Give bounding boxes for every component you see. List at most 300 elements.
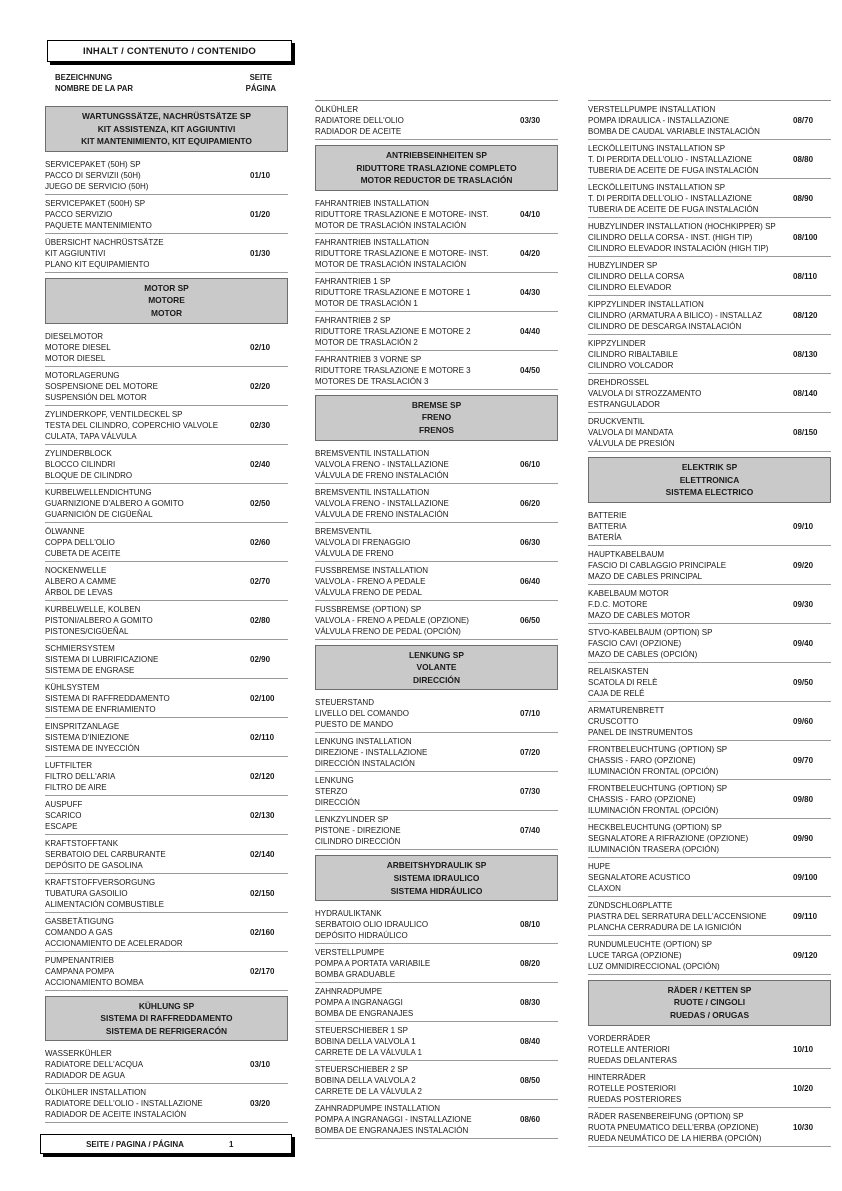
entry-line: DIESELMOTOR [45,331,104,341]
toc-entry [315,733,558,772]
entry-line: ROTELLE ANTERIORI 10/10 [588,1044,814,1054]
entry-line: MOTOR DE TRASLACIÓN INSTALACIÓN [315,259,467,269]
entry-line: BATTERIE [588,510,627,520]
entry-line: SISTEMA DE ENGRASE [45,665,135,675]
entry-line: CILINDRO ELEVADOR [588,283,672,292]
page-number: 02/90 [250,654,271,664]
toc-entry [45,234,288,273]
entry-line: SEGNALATORE ACUSTICO 09/100 [588,872,818,882]
entry-line: POMPA A INGRANAGGI 08/30 [315,998,541,1008]
entry-line: RIDUTTORE TRASLAZIONE E MOTORE- INST. 04/10 [315,209,541,219]
entry-line: FASCIO CAVI (OPZIONE) 09/40 [588,638,814,648]
entry-line: ZYLINDERKOPF, VENTILDECKEL SP [45,409,183,419]
section-header [315,645,558,691]
toc-entry [315,523,558,562]
toc-entry [45,195,288,234]
entry-line: RIDUTTORE TRASLAZIONE E MOTORE 3 04/50 [315,365,541,375]
page-number: 07/10 [520,709,541,719]
entry-line: STEUERSCHIEBER 2 SP [315,1065,408,1075]
toc-entry [588,1069,831,1108]
toc-entry [45,562,288,601]
toc-entry [315,983,558,1022]
entry-line: PISTONES/CIGÜEÑAL [45,626,129,636]
entry-line: BOBINA DELLA VALVOLA 1 08/40 [315,1037,541,1047]
entry-line: PIASTRA DEL SERRATURA DELL'ACCENSIONE 09/110 [588,911,818,921]
section-header-line: KIT ASSISTENZA, KIT AGGIUNTIVI [97,123,236,134]
entry-line: F.D.C. MOTORE 09/30 [588,599,814,609]
section-header-line: SISTEMA DI RAFFREDDAMENTO [100,1013,233,1024]
toc-entry [588,663,831,702]
entry-line: CULATA, TAPA VÁLVULA [45,431,137,441]
entry-line: BREMSVENTIL INSTALLATION [315,448,430,458]
entry-line: VÁLVULA FRENO DE PEDAL (OPCIÓN) [315,626,461,636]
entry-line: RIDUTTORE TRASLAZIONE E MOTORE- INST. 04/20 [315,248,541,258]
toc-entry [45,1045,288,1084]
toc-entry [588,179,831,218]
page-number: 09/100 [793,872,818,882]
page-number: 09/60 [793,716,814,726]
entry-line: CUBETA DE ACEITE [45,548,121,558]
entry-line: BATTERIA 09/10 [588,521,814,531]
page-number: 02/150 [250,888,275,898]
section-header-line: FRENOS [419,424,454,435]
entry-line: VALVOLA - FRENO A PEDALE 06/40 [315,576,541,586]
entry-line: FAHRANTRIEB 3 VORNE SP [315,354,422,364]
entry-line: BOMBA DE ENGRANAJES [315,1009,414,1019]
entry-line: ESTRANGULADOR [588,400,661,409]
toc-entry [588,936,831,975]
entry-line: MOTOR DE TRASLACIÓN 1 [315,298,418,308]
entry-line: POMPA A INGRANAGGI - INSTALLAZIONE 08/60 [315,1115,541,1125]
entry-line: KIPPZYLINDER [588,339,646,348]
entry-line: LECKÖLLEITUNG INSTALLATION SP [588,144,726,153]
page-number: 07/30 [520,787,541,797]
toc-entry [588,585,831,624]
page-number: 01/30 [250,248,271,258]
toc-entry [315,562,558,601]
entry-line: VALVOLA DI MANDATA 08/150 [588,428,818,437]
entry-line: TUBERIA DE ACEITE DE FUGA INSTALACIÓN [588,205,759,214]
page-number: 02/50 [250,498,271,508]
page-number: 04/30 [520,287,541,297]
entry-line: POMPA IDRAULICA - INSTALLAZIONE 08/70 [588,116,814,125]
toc-entry [45,601,288,640]
page-number: 08/80 [793,155,814,164]
page-number: 10/20 [793,1083,814,1093]
entry-line: ZAHNRADPUMPE INSTALLATION [315,1104,441,1114]
footer-page-number: 1 [229,1139,234,1149]
toc-entry [45,328,288,367]
page-number: 02/140 [250,849,275,859]
entry-line: VORDERRÄDER [588,1033,651,1043]
toc-entry [315,273,558,312]
entry-line: VÁLVULA DE FRENO INSTALACIÓN [315,470,449,480]
entry-line: HYDRAULIKTANK [315,909,382,919]
section-header-line: ELEKTRIK SP [681,462,738,472]
section-header-line: SISTEMA HIDRÁULICO [390,885,483,896]
entry-line: LENKUNG [315,776,354,786]
page-number: 02/20 [250,381,271,391]
column-header [55,72,288,94]
entry-line: RÄDER RASENBEREIFUNG (OPTION) SP [588,1111,744,1121]
entry-line: MAZO DE CABLES MOTOR [588,610,691,620]
page-number: 02/10 [250,342,271,352]
toc-entry [45,406,288,445]
footer-page-indicator [40,1134,292,1154]
entry-line: VALVOLA FRENO - INSTALLAZIONE 06/20 [315,498,541,508]
entry-line: ARMATURENBRETT [588,705,665,715]
section-header-line: RUOTE / CINGOLI [673,997,746,1008]
entry-line: ÖLKÜHLER [315,105,359,114]
entry-line: ÁRBOL DE LEVAS [45,587,113,597]
entry-line: VALVOLA FRENO - INSTALLAZIONE 06/10 [315,459,541,469]
page-number: 09/110 [793,911,818,921]
page-number: 06/30 [520,537,541,547]
entry-line: LENKUNG INSTALLATION [315,737,412,747]
entry-line: KIT AGGIUNTIVI 01/30 [45,248,271,258]
entry-line: ZÜNDSCHLOßPLATTE [588,900,673,910]
section-header-line: DIRECCIÓN [413,674,460,685]
section-header [588,980,831,1026]
entry-line: KRAFTSTOFFTANK [45,838,119,848]
toc-entry [588,897,831,936]
page-number: 02/120 [250,771,275,781]
section-header-line: SISTEMA DE REFRIGERACÓN [105,1025,228,1036]
section-header-line: RÄDER / KETTEN SP [667,984,752,995]
toc-column-right [588,100,831,1147]
entry-line: BREMSVENTIL INSTALLATION [315,487,430,497]
entry-line: RUOTA PNEUMATICO DELL'ERBA (OPZIONE) 10/30 [588,1122,814,1132]
toc-entry [315,312,558,351]
page-number: 08/50 [520,1076,541,1086]
entry-line: VALVOLA DI FRENAGGIO 06/30 [315,537,541,547]
section-header-line: SISTEMA IDRAULICO [393,872,480,883]
page-number: 02/100 [250,693,275,703]
entry-line: ÖLKÜHLER INSTALLATION [45,1088,147,1098]
section-header-line: SISTEMA ELECTRICO [665,487,754,498]
entry-line: EINSPRITZANLAGE [45,721,120,731]
entry-line: FAHRANTRIEB 1 SP [315,276,391,286]
entry-line: BLOCCO CILINDRI 02/40 [45,459,271,469]
page-number: 10/10 [793,1044,814,1054]
entry-line: MAZO DE CABLES (OPCIÓN) [588,649,698,659]
toc-entry [45,367,288,406]
page-number: 09/120 [793,950,818,960]
page-number: 09/10 [793,521,814,531]
section-header [45,106,288,152]
toc-entry [315,1061,558,1100]
entry-line: CARRETE DE LA VÁLVULA 2 [315,1087,423,1097]
toc-entry [45,952,288,991]
page-number: 08/130 [793,350,818,359]
entry-line: FAHRANTRIEB INSTALLATION [315,237,429,247]
page-number: 09/30 [793,599,814,609]
toc-entry [588,780,831,819]
entry-line: CILINDRO DELLA CORSA - INST. (HIGH TIP) 08/100 [588,233,818,242]
section-header [315,395,558,441]
toc-entry [588,546,831,585]
toc-entry [45,640,288,679]
section-header [588,457,831,503]
toc-entry [45,874,288,913]
toc-entry [588,101,831,140]
entry-line: PACCO SERVIZIO 01/20 [45,209,271,219]
entry-line: HAUPTKABELBAUM [588,549,665,559]
page-title [47,40,292,62]
entry-line: SCHMIERSYSTEM [45,643,115,653]
entry-line: FAHRANTRIEB INSTALLATION [315,198,429,208]
entry-line: SERBATOIO DEL CARBURANTE 02/140 [45,849,275,859]
page-title-text: INHALT / CONTENUTO / CONTENIDO [83,45,256,57]
section-header-line: ARBEITSHYDRAULIK SP [386,860,487,871]
page-number: 04/40 [520,326,541,336]
entry-line: LECKÖLLEITUNG INSTALLATION SP [588,183,726,192]
entry-line: GASBETÄTIGUNG [45,916,114,926]
page-number: 09/70 [793,755,814,765]
entry-line: PUMPENANTRIEB [45,955,114,965]
toc-entry [588,624,831,663]
entry-line: PLANCHA CERRADURA DE LA IGNICIÓN [588,922,742,932]
toc-entry [45,757,288,796]
toc-entry [45,523,288,562]
entry-line: RUEDA NEUMÁTICO DE LA HIERBA (OPCIÓN) [588,1133,762,1143]
entry-line: TESTA DEL CILINDRO, COPERCHIO VALVOLE 02/30 [45,420,271,430]
toc-entry [315,234,558,273]
toc-entry [315,195,558,234]
entry-line: HUBZYLINDER SP [588,261,658,270]
entry-line: HINTERRÄDER [588,1072,646,1082]
page-number: 08/110 [793,272,818,281]
entry-line: MOTOR DE TRASLACIÓN 2 [315,337,418,347]
entry-line: LUZ OMNIDIRECCIONAL (OPCIÓN) [588,961,720,971]
entry-line: VERSTELLPUMPE [315,948,385,958]
entry-line: BOMBA GRADUABLE [315,970,396,980]
page-number: 01/20 [250,209,271,219]
entry-line: MOTORLAGERUNG [45,370,120,380]
toc-entry [588,374,831,413]
entry-line: CRUSCOTTO 09/60 [588,716,814,726]
entry-line: FASCIO DI CABLAGGIO PRINCIPALE 09/20 [588,560,814,570]
entry-line: KURBELWELLE, KOLBEN [45,604,141,614]
entry-line: STEUERSCHIEBER 1 SP [315,1026,408,1036]
entry-line: DIRECCIÓN INSTALACIÓN [315,759,415,769]
entry-line: ÖLWANNE [45,526,85,536]
entry-line: KABELBAUM MOTOR [588,588,669,598]
entry-line: BOBINA DELLA VALVOLA 2 08/50 [315,1076,541,1086]
section-header [315,145,558,191]
page-number: 02/80 [250,615,271,625]
entry-line: ZYLINDERBLOCK [45,448,112,458]
entry-line: PLANO KIT EQUIPAMIENTO [45,259,150,269]
entry-line: DREHDROSSEL [588,378,649,387]
entry-line: FRONTBELEUCHTUNG (OPTION) SP [588,783,728,793]
entry-line: LUFTFILTER [45,760,92,770]
entry-line: HUBZYLINDER INSTALLATION (HOCHKIPPER) SP [588,222,776,231]
entry-line: CARRETE DE LA VÁLVULA 1 [315,1048,423,1058]
toc-entry [588,335,831,374]
page-number: 02/160 [250,927,275,937]
entry-line: ILUMINACIÓN FRONTAL (OPCIÓN) [588,766,719,776]
entry-line: KRAFTSTOFFVERSORGUNG [45,877,156,887]
entry-line: PAQUETE MANTENIMIENTO [45,220,152,230]
entry-line: TUBERIA DE ACEITE DE FUGA INSTALACIÓN [588,166,759,175]
toc-entry [45,445,288,484]
entry-line: T. DI PERDITA DELL'OLIO - INSTALLAZIONE 08/80 [588,155,814,164]
footer-label: SEITE / PAGINA / PÁGINA [86,1139,184,1149]
section-header-line: ANTRIEBSEINHEITEN SP [386,150,487,160]
entry-line: PISTONE - DIREZIONE 07/40 [315,826,541,836]
entry-line: SCATOLA DI RELÈ 09/50 [588,677,814,687]
page-number: 09/40 [793,638,814,648]
entry-line: BATERÍA [588,532,622,542]
page-number: 06/10 [520,459,541,469]
toc-entry [588,1030,831,1069]
page-number: 02/70 [250,576,271,586]
entry-line: COPPA DELL'OLIO 02/60 [45,537,271,547]
section-header-line: MOTOR SP [144,282,189,293]
entry-line: PACCO DI SERVIZII (50H) 01/10 [45,170,271,180]
entry-line: STVO-KABELBAUM (OPTION) SP [588,627,713,637]
section-header-line: MOTOR [150,307,183,318]
entry-line: ALIMENTACIÓN COMBUSTIBLE [45,899,164,909]
entry-line: CILINDRO RIBALTABILE 08/130 [588,350,818,359]
entry-line: ALBERO A CAMME 02/70 [45,576,271,586]
section-header-line: LENKUNG SP [409,649,464,660]
entry-line: VÁLVULA DE FRENO [315,548,394,558]
entry-line: CHASSIS - FARO (OPZIONE) 09/80 [588,794,814,804]
entry-line: DRUCKVENTIL [588,417,645,426]
page-number: 08/140 [793,389,818,398]
entry-line: GUARNICIÓN DE CIGÜEÑAL [45,509,153,519]
page-number: 08/20 [520,959,541,969]
page-number: 07/20 [520,748,541,758]
page-number: 08/120 [793,311,818,320]
page-number: 09/90 [793,833,814,843]
page-number: 06/20 [520,498,541,508]
entry-line: KÜHLSYSTEM [45,682,100,692]
entry-line: MOTORE DIESEL 02/10 [45,342,271,352]
entry-line: VALVOLA - FRENO A PEDALE (OPZIONE) 06/50 [315,615,541,625]
entry-line: SERVICEPAKET (50H) SP [45,159,141,169]
page-number: 08/40 [520,1037,541,1047]
toc-entry [588,819,831,858]
toc-entry [315,944,558,983]
entry-line: LENKZYLINDER SP [315,815,389,825]
entry-line: LIVELLO DEL COMANDO 07/10 [315,709,541,719]
toc-entry [315,694,558,733]
toc-entry [315,1022,558,1061]
entry-line: MOTOR DIESEL [45,353,106,363]
page-number: 09/80 [793,794,814,804]
entry-line: VÁLVULA FRENO DE PEDAL [315,587,422,597]
entry-line: ILUMINACIÓN FRONTAL (OPCIÓN) [588,805,719,815]
page-number: 02/170 [250,966,275,976]
entry-line: SOSPENSIONE DEL MOTORE 02/20 [45,381,271,391]
entry-line: SISTEMA DE ENFRIAMIENTO [45,704,156,714]
page-number: 08/10 [520,920,541,930]
toc-entry [45,718,288,757]
entry-line: PANEL DE INSTRUMENTOS [588,727,693,737]
toc-entry [45,1084,288,1123]
entry-line: RUEDAS DELANTERAS [588,1055,677,1065]
section-header [315,855,558,901]
entry-line: RELAISKASTEN [588,666,649,676]
toc-entry [45,796,288,835]
toc-entry [315,101,558,140]
entry-line: ILUMINACIÓN TRASERA (OPCIÓN) [588,844,719,854]
page-number: 06/40 [520,576,541,586]
toc-entry [588,702,831,741]
entry-line: RADIATORE DELL'OLIO 03/30 [315,116,541,125]
entry-line: DEPÓSITO HIDRAÚLICO [315,931,408,941]
toc-entry [315,445,558,484]
section-header-line: BREMSE SP [411,399,462,410]
entry-line: WASSERKÜHLER [45,1049,112,1059]
toc-entry [588,218,831,257]
entry-line: VÁLVULA DE PRESIÓN [588,439,675,448]
entry-line: HUPE [588,861,611,871]
section-header [45,996,288,1042]
entry-line: RADIATORE DELL'OLIO - INSTALLAZIONE 03/20 [45,1099,271,1109]
toc-entry [588,140,831,179]
entry-line: TUBATURA GASOILIO 02/150 [45,888,275,898]
entry-line: FILTRO DELL'ARIA 02/120 [45,771,275,781]
entry-line: RADIADOR DE AGUA [45,1071,126,1081]
entry-line: STEUERSTAND [315,698,374,708]
entry-line: DIREZIONE - INSTALLAZIONE 07/20 [315,748,541,758]
toc-entry [45,913,288,952]
entry-line: SERBATOIO OLIO IDRAULICO 08/10 [315,920,541,930]
entry-line: AUSPUFF [45,799,83,809]
entry-line: CILINDRO ELEVADOR INSTALACIÓN (HIGH TIP) [588,244,769,253]
section-header-line: MOTOR REDUCTOR DE TRASLACIÓN [360,175,513,186]
toc-entry [45,484,288,523]
entry-line: CILINDRO (ARMATURA A BILICO) - INSTALLAZ 08/120 [588,311,818,320]
entry-line: SERVICEPAKET (500H) SP [45,198,146,208]
entry-line: SCARICO 02/130 [45,810,275,820]
entry-line: RUEDAS POSTERIORES [588,1094,682,1104]
entry-line: RUNDUMLEUCHTE (OPTION) SP [588,939,713,949]
entry-line: CAMPANA POMPA 02/170 [45,966,275,976]
entry-line: FUSSBREMSE INSTALLATION [315,565,429,575]
entry-line: RADIATORE DELL'ACQUA 03/10 [45,1060,271,1070]
page-number: 04/50 [520,365,541,375]
toc-entry [315,351,558,390]
entry-line: ZAHNRADPUMPE [315,987,383,997]
entry-line: RIDUTTORE TRASLAZIONE E MOTORE 1 04/30 [315,287,541,297]
page-number: 02/30 [250,420,271,430]
toc-entry [588,1108,831,1147]
entry-line: MOTORES DE TRASLACIÓN 3 [315,376,429,386]
toc-entry [315,484,558,523]
toc-column-left [45,101,288,1123]
page-number: 06/50 [520,615,541,625]
section-header-line: WARTUNGSSÄTZE, NACHRÜSTSÄTZE SP [82,111,251,121]
entry-line: RIDUTTORE TRASLAZIONE E MOTORE 2 04/40 [315,326,541,336]
page-number: 08/70 [793,116,814,125]
entry-line: FRONTBELEUCHTUNG (OPTION) SP [588,744,728,754]
entry-line: ÜBERSICHT NACHRÜSTSÄTZE [45,237,164,247]
page-number: 08/60 [520,1115,541,1125]
entry-line: SISTEMA DI RAFFREDDAMENTO 02/100 [45,693,275,703]
entry-line: CILINDRO DIRECCIÓN [315,837,401,847]
page-number: 09/50 [793,677,814,687]
section-header-line: RIDUTTORE TRASLAZIONE COMPLETO [356,162,517,173]
entry-line: CAJA DE RELÉ [588,688,645,698]
toc-entry [588,741,831,780]
entry-line: JUEGO DE SERVICIO (50H) [45,181,149,191]
toc-entry [588,858,831,897]
